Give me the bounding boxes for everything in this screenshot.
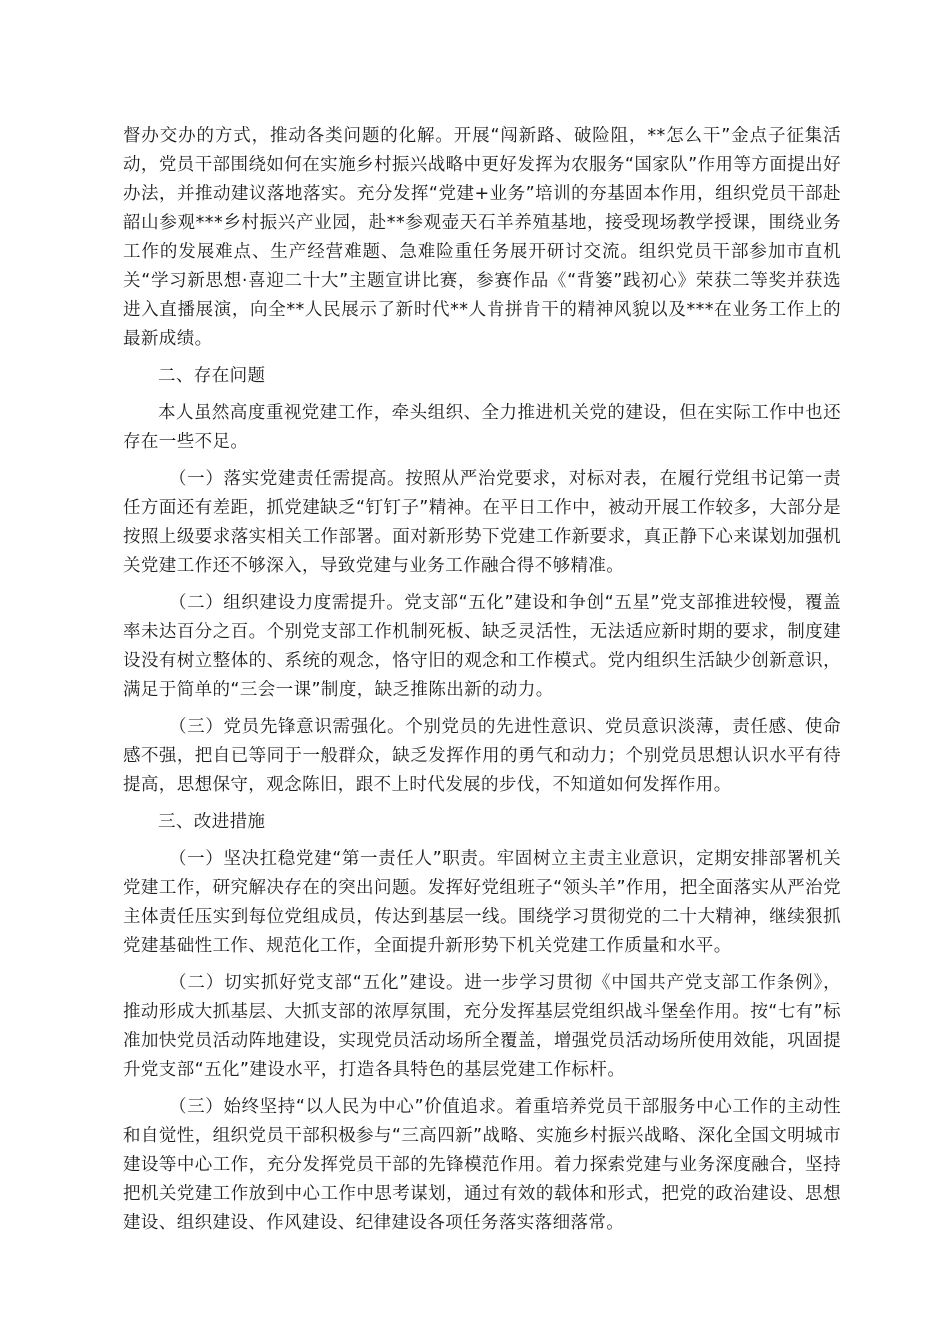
measure-item-1: （一）坚决扛稳党建“第一责任人”职责。牢固树立主责主业意识，定期安排部署机关党建工作，研究解决存在的突出问题。发挥好党组班子“领头羊”作用，把全面落实从严治党主体责任压实到每位党组成员，传达到基层一线。围绕学习贯彻党的二十大精神，继续狠抓党建基础性工作、规范化工作，全面提升新形势下机关党建工作质量和水平。: [123, 849, 841, 956]
problem-item-2: （二）组织建设力度需提升。党支部“五化”建设和争创“五星”党支部推进较慢，覆盖率未达百分之百。个别党支部工作机制死板、缺乏灵活性，无法适应新时期的要求，制度建设没有树立整体的、系统的观念，恪守旧的观念和工作模式。党内组织生活缺少创新意识，满足于简单的“三会一课”制度，缺乏推陈出新的动力。: [123, 593, 841, 700]
section-heading-problems: 二、存在问题: [158, 366, 266, 386]
document-body: [123, 122, 841, 1246]
section-heading-measures: 三、改进措施: [158, 812, 266, 832]
problems-intro-paragraph: 本人虽然高度重视党建工作，牵头组织、全力推进机关党的建设，但在实际工作中也还存在一些不足。: [123, 403, 841, 452]
problem-item-1: （一）落实党建责任需提高。按照从严治党要求，对标对表，在履行党组书记第一责任方面还有差距，抓党建缺乏“钉钉子”精神。在平日工作中，被动开展工作较多，大部分是按照上级要求落实相关工作部署。面对新形势下党建工作新要求，真正静下心来谋划加强机关党建工作还不够深入，导致党建与业务工作融合得不够精准。: [123, 469, 841, 576]
measure-item-2: （二）切实抓好党支部“五化”建设。进一步学习贯彻《中国共产党支部工作条例》，推动形成大抓基层、大抓支部的浓厚氛围，充分发挥基层党组织战斗堡垒作用。按“七有”标准加快党员活动阵地建设，实现党员活动场所全覆盖，增强党员活动场所使用效能，巩固提升党支部“五化”建设水平，打造各具特色的基层党建工作标杆。: [123, 973, 841, 1080]
intro-paragraph: 督办交办的方式，推动各类问题的化解。开展“闯新路、破险阻，**怎么干”金点子征集活动，党员干部围绕如何在实施乡村振兴战略中更好发挥为农服务“国家队”作用等方面提出好办法，并推动建议落地落实。充分发挥“党建+业务”培训的夯基固本作用，组织党员干部赴韶山参观***乡村振兴产业园，赴**参观壶天石羊养殖基地，接受现场教学授课，围绕业务工作的发展难点、生产经营难题、急难险重任务展开研讨交流。组织党员干部参加市直机关“学习新思想·喜迎二十大”主题宣讲比赛，参赛作品《“背篓”践初心》荣获二等奖并获选进入直播展演，向全**人民展示了新时代**人肯拼肯干的精神风貌以及***在业务工作上的最新成绩。: [123, 126, 841, 349]
measure-item-3: （三）始终坚持“以人民为中心”价值追求。着重培养党员干部服务中心工作的主动性和自觉性，组织党员干部积极参与“三高四新”战略、实施乡村振兴战略、深化全国文明城市建设等中心工作，充分发挥党员干部的先锋模范作用。着力探索党建与业务深度融合，坚持把机关党建工作放到中心工作中思考谋划，通过有效的载体和形式，把党的政治建设、思想建设、组织建设、作风建设、纪律建设各项任务落实落细落常。: [123, 1097, 841, 1233]
problem-item-3: （三）党员先锋意识需强化。个别党员的先进性意识、党员意识淡薄，责任感、使命感不强，把自已等同于一般群众，缺乏发挥作用的勇气和动力；个别党员思想认识水平有待提高，思想保守，观念陈旧，跟不上时代发展的步伐，不知道如何发挥作用。: [123, 717, 841, 795]
